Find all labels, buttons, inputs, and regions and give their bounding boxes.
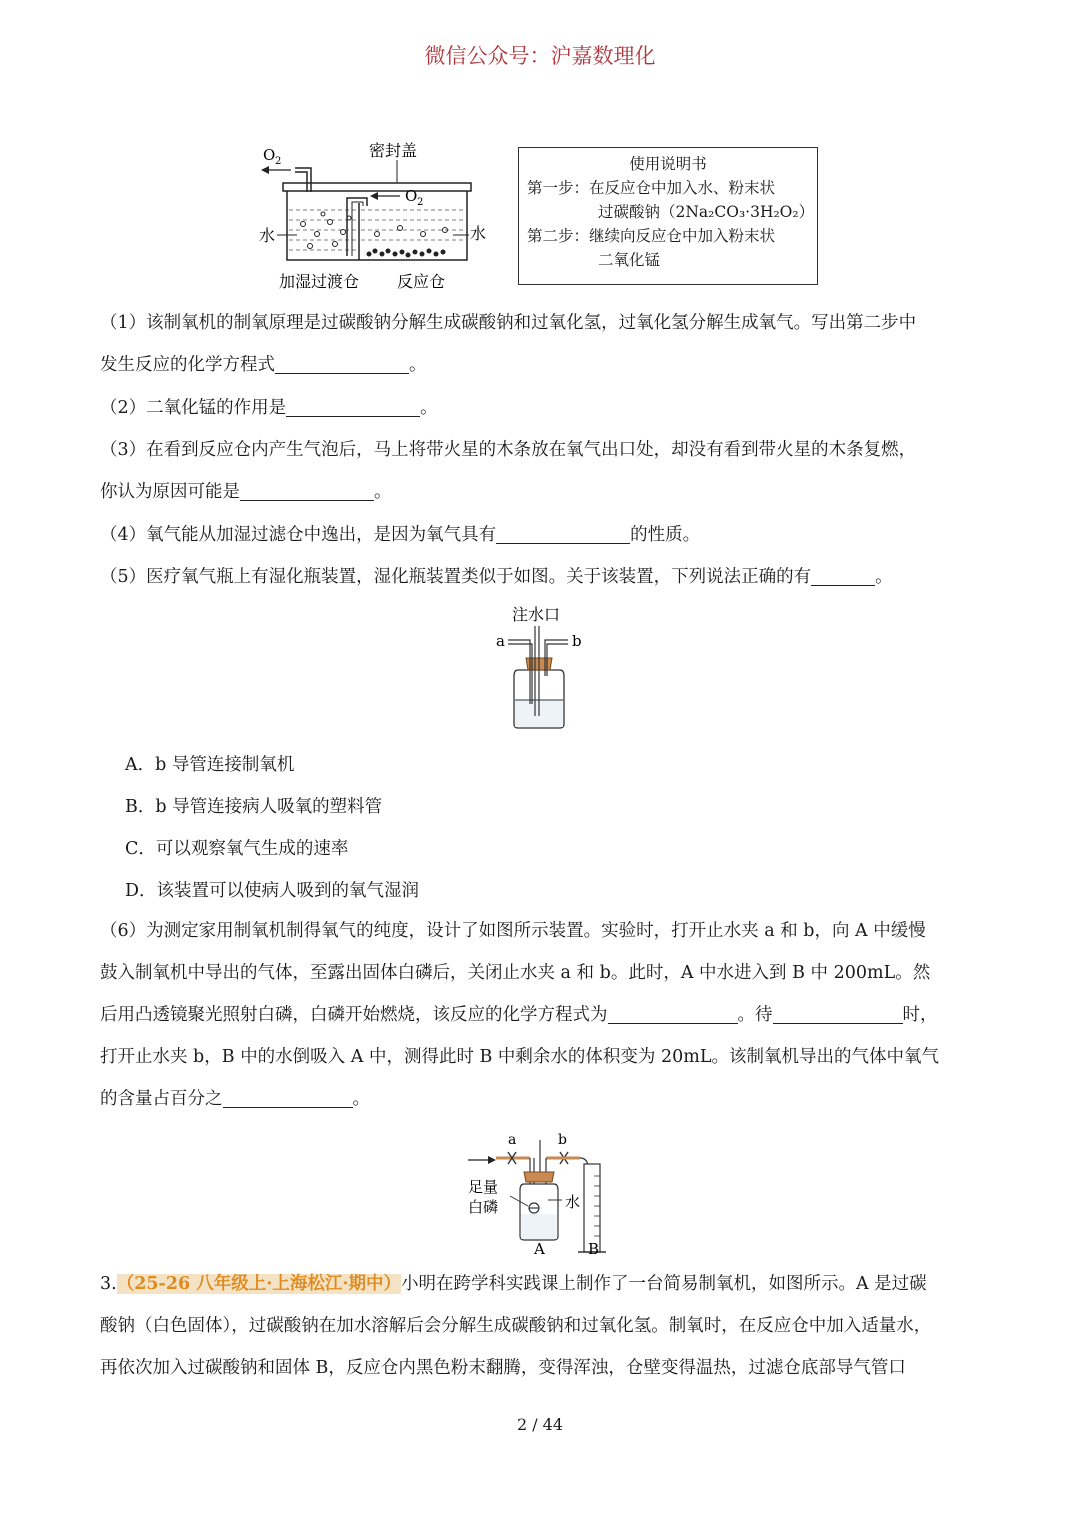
phosphorus-label-1: 足量	[468, 1178, 499, 1196]
answer-blank-q6-condition[interactable]	[773, 1003, 903, 1024]
humidifier-bottle-figure	[490, 600, 590, 735]
manual-title: 使用说明书	[629, 155, 707, 173]
manual-step1-line2: 过碳酸钠（2Na₂CO₃·3H₂O₂）	[598, 203, 815, 221]
clamp-a-label: a	[508, 1132, 517, 1148]
o2-out-label: O	[263, 146, 276, 164]
page-header: 微信公众号：沪嘉数理化	[424, 44, 656, 68]
manual-step2-line1: 第二步：继续向反应仓中加入粉末状	[527, 227, 776, 245]
lid-label: 密封盖	[369, 141, 418, 160]
option-a[interactable]: A．b 导管连接制氧机	[125, 755, 295, 775]
question-3-next	[100, 1263, 985, 1389]
question-1	[100, 302, 985, 386]
tube-a-label: a	[496, 632, 505, 650]
instruction-manual-box	[518, 147, 818, 285]
question-6	[100, 910, 985, 1120]
q3-line1: （3）在看到反应仓内产生气泡后，马上将带火星的木条放在氧气出口处，却没有看到带火星的木条复燃，	[100, 440, 917, 460]
q3-line2-text: 你认为原因可能是	[100, 482, 240, 502]
water-left-label: 水	[259, 226, 276, 245]
q1-end: 。	[409, 355, 427, 375]
oxygen-generator-figure	[255, 138, 495, 296]
q3-end: 。	[374, 482, 392, 502]
answer-blank-q2[interactable]	[286, 396, 420, 417]
q4-text: （4）氧气能从加湿过滤仓中逸出，是因为氧气具有	[100, 525, 497, 545]
q1-line2-text: 发生反应的化学方程式	[100, 355, 275, 375]
q6-line5-text: 的含量占百分之	[100, 1089, 223, 1109]
q6-line5-end: 。	[352, 1089, 370, 1109]
q3-next-line3: 再依次加入过碳酸钠和固体 B，反应仓内黑色粉末翻腾，变得浑浊，仓壁变得温热，过滤仓底部导气管口	[100, 1358, 906, 1378]
answer-blank-q4[interactable]	[496, 523, 630, 544]
option-c[interactable]: C．可以观察氧气生成的速率	[125, 839, 349, 859]
page-number: 2 / 44	[516, 1415, 564, 1434]
answer-blank-q6-equation[interactable]	[608, 1003, 738, 1024]
humid-chamber-label: 加湿过渡仓	[279, 272, 360, 291]
q6-line3-end: 时，	[902, 1005, 938, 1025]
option-d[interactable]: D．该装置可以使病人吸到的氧气湿润	[125, 881, 420, 901]
q6-line1: （6）为测定家用制氧机制得氧气的纯度，设计了如图所示装置。实验时，打开止水夹 a 和 b，向 A 中缓慢	[100, 921, 926, 941]
cylinder-b-label: B	[588, 1240, 600, 1258]
reaction-chamber-label: 反应仓	[397, 272, 446, 291]
option-b[interactable]: B．b 导管连接病人吸氧的塑料管	[125, 797, 383, 817]
q6-line3-text: 后用凸透镜聚光照射白磷，白磷开始燃烧，该反应的化学方程式为	[100, 1005, 608, 1025]
q3-next-line1: 小明在跨学科实践课上制作了一台简易制氧机，如图所示。A 是过碳	[400, 1274, 927, 1294]
o2-in-sub: 2	[417, 197, 424, 208]
water-right-label: 水	[470, 224, 487, 243]
question-4	[100, 514, 985, 556]
tube-b-label: b	[572, 632, 582, 650]
water-label: 水	[565, 1193, 581, 1211]
answer-blank-q3[interactable]	[240, 480, 374, 501]
phosphorus-label-2: 白磷	[468, 1198, 499, 1216]
manual-step1-line1: 第一步：在反应仓中加入水、粉末状	[527, 179, 776, 197]
answer-blank-q6-percent[interactable]	[223, 1087, 353, 1108]
o2-out-sub: 2	[275, 156, 282, 167]
q5-text: （5）医疗氧气瓶上有湿化瓶装置，湿化瓶装置类似于如图。关于该装置，下列说法正确的有	[100, 567, 812, 587]
phosphorus-apparatus-figure	[462, 1128, 622, 1258]
q6-line4: 打开止水夹 b，B 中的水倒吸入 A 中，测得此时 B 中剩余水的体积变为 20mL。该制氧机导出的气体中氧气	[100, 1047, 939, 1067]
answer-blank-q1[interactable]	[275, 353, 409, 374]
q4-end: 的性质。	[630, 525, 701, 545]
q5-end: 。	[875, 567, 893, 587]
q3-number: 3.	[100, 1274, 117, 1294]
clamp-b-label: b	[558, 1132, 567, 1148]
answer-blank-q5[interactable]	[811, 565, 875, 586]
question-5	[100, 556, 985, 598]
q2-text: （2）二氧化锰的作用是	[100, 398, 287, 418]
manual-step2-line2: 二氧化锰	[598, 251, 661, 269]
question-2	[100, 387, 985, 429]
water-inlet-label: 注水口	[512, 605, 561, 624]
q6-line2: 鼓入制氧机中导出的气体，至露出固体白磷后，关闭止水夹 a 和 b。此时，A 中水进入到 B 中 200mL。然	[100, 963, 931, 983]
question-3	[100, 429, 985, 513]
o2-in-label: O	[405, 187, 418, 205]
q3-next-line2: 酸钠（白色固体），过碳酸钠在加水溶解后会分解生成碳酸钠和过氧化氢。制氧时，在反应仓中加入适量水，	[100, 1316, 932, 1336]
q6-line3-mid: 。待	[737, 1005, 773, 1025]
q2-end: 。	[420, 398, 438, 418]
source-tag: （25-26 八年级上·上海松江·期中）	[116, 1274, 401, 1294]
bottle-a-label: A	[534, 1240, 545, 1258]
q1-line1: （1）该制氧机的制氧原理是过碳酸钠分解生成碳酸钠和过氧化氢，过氧化氢分解生成氧气。写出第二步中	[100, 313, 917, 333]
